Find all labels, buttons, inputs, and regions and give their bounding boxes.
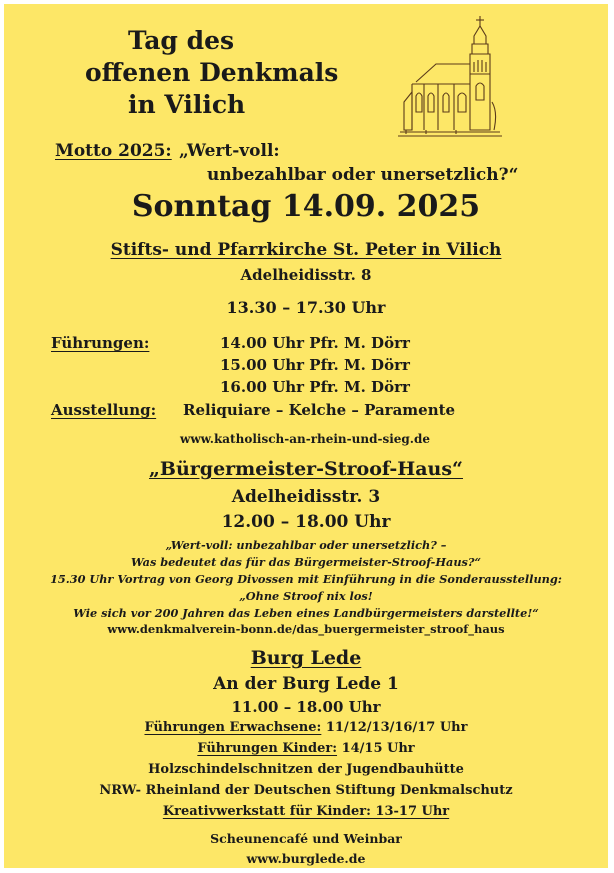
church-website[interactable]: www.katholisch-an-rhein-und-sieg.de xyxy=(180,432,430,446)
title-line-2: offenen Denkmals xyxy=(85,58,339,87)
kids-tours-label: Führungen Kinder: xyxy=(197,741,338,756)
motto-quote-line-1: „Wert-voll: xyxy=(179,141,280,161)
exhibition-label: Ausstellung: xyxy=(51,401,157,419)
motto-quote-line-2: unbezahlbar oder unersetzlich?“ xyxy=(207,165,519,185)
lede-website[interactable]: www.burglede.de xyxy=(246,851,366,866)
title-line-3: in Vilich xyxy=(128,90,246,119)
stroof-description-line: „Ohne Stroof nix los! xyxy=(239,589,373,603)
stroof-hours: 12.00 – 18.00 Uhr xyxy=(221,512,391,532)
tours-label: Führungen: xyxy=(51,334,150,352)
tour-item: 14.00 Uhr Pfr. M. Dörr xyxy=(220,334,410,352)
lede-name: Burg Lede xyxy=(250,647,362,669)
poster xyxy=(4,4,608,868)
adult-tours-times: 11/12/13/16/17 Uhr xyxy=(325,720,468,735)
church-name: Stifts- und Pfarrkirche St. Peter in Vilich xyxy=(110,240,502,260)
stroof-description-line: 15.30 Uhr Vortrag von Georg Divossen mit Einführung in die Sonderausstellung: xyxy=(50,572,562,586)
tour-item: 15.00 Uhr Pfr. M. Dörr xyxy=(220,356,410,374)
workshop-line-1: Holzschindelschnitzen der Jugendbauhütte xyxy=(148,762,464,777)
church-address: Adelheidisstr. 8 xyxy=(240,266,372,284)
title-line-1: Tag des xyxy=(128,26,235,55)
lede-adult-tours xyxy=(4,720,608,735)
stroof-address: Adelheidisstr. 3 xyxy=(231,487,381,507)
stroof-website[interactable]: www.denkmalverein-bonn.de/das_buergermeister_stroof_haus xyxy=(107,622,505,636)
stroof-description-line: Wie sich vor 200 Jahren das Leben eines Landbürgermeisters darstellte!“ xyxy=(73,606,539,620)
lede-cafe: Scheunencafé und Weinbar xyxy=(210,831,402,846)
church-sketch-icon xyxy=(396,12,504,140)
adult-tours-label: Führungen Erwachsene: xyxy=(144,720,322,735)
stroof-description-line: Was bedeutet das für das Bürgermeister-Stroof-Haus?“ xyxy=(130,555,482,569)
lede-kids-tours xyxy=(4,741,608,756)
tour-item: 16.00 Uhr Pfr. M. Dörr xyxy=(220,378,410,396)
event-date: Sonntag 14.09. 2025 xyxy=(131,189,481,224)
stroof-description-line: „Wert-voll: unbezahlbar oder unersetzlich? – xyxy=(165,538,447,552)
lede-hours: 11.00 – 18.00 Uhr xyxy=(231,698,381,716)
church-hours: 13.30 – 17.30 Uhr xyxy=(226,298,386,317)
motto-label: Motto 2025: xyxy=(55,141,172,161)
exhibition-items: Reliquiare – Kelche – Paramente xyxy=(183,401,456,419)
creative-workshop: Kreativwerkstatt für Kinder: 13-17 Uhr xyxy=(162,804,450,819)
lede-address: An der Burg Lede 1 xyxy=(213,674,399,694)
workshop-line-2: NRW- Rheinland der Deutschen Stiftung Denkmalschutz xyxy=(99,783,513,798)
kids-tours-times: 14/15 Uhr xyxy=(341,741,415,756)
stroof-name: „Bürgermeister-Stroof-Haus“ xyxy=(148,458,463,480)
